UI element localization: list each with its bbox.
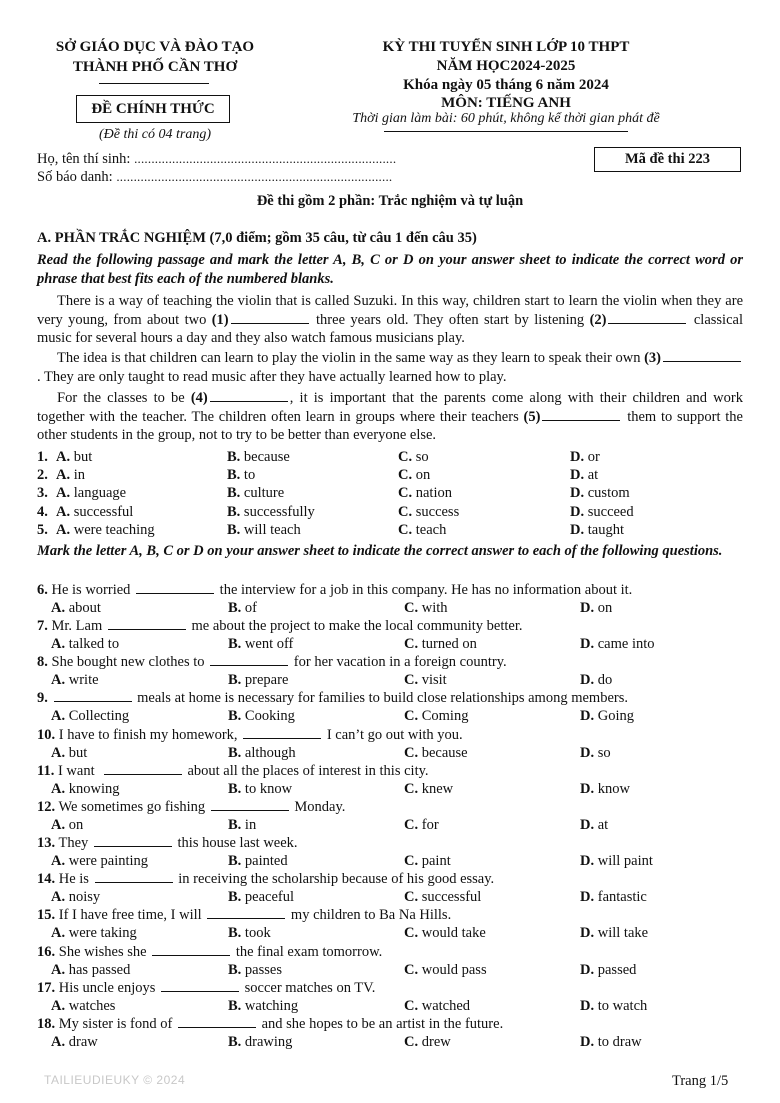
header-right-rule: [384, 131, 628, 132]
question-stem: 10. I have to finish my homework, I can’t go out with you.: [37, 726, 463, 743]
question-option-c[interactable]: C. with: [404, 600, 448, 616]
question-option-d[interactable]: D. fantastic: [580, 889, 647, 906]
answer-option-c[interactable]: C. teach: [398, 521, 447, 538]
city-name: THÀNH PHỐ CẦN THƠ: [72, 59, 238, 75]
candidate-id-field[interactable]: ................................................................................: [116, 169, 393, 184]
answer-row: [37, 503, 743, 521]
question-option-d[interactable]: D. passed: [580, 961, 637, 978]
question-number: 14.: [37, 871, 56, 888]
passage-paragraph-2: The idea is that children can learn to play the violin in the same way as they learn to speak their own (3). They are only taught to read music after they have actually learned how to play.: [37, 349, 743, 386]
question-option-a[interactable]: A. noisy: [51, 889, 101, 906]
question-option-a[interactable]: A. but: [51, 744, 88, 761]
question-option-d[interactable]: D. will paint: [580, 853, 653, 870]
answer-option-d[interactable]: D. at: [570, 467, 599, 484]
question-blank: [152, 944, 230, 956]
school-year: NĂM HỌC2024-2025: [436, 58, 576, 74]
candidate-id-label: Số báo danh:: [37, 169, 117, 185]
department-name: SỞ GIÁO DỤC VÀ ĐÀO TẠO: [55, 39, 255, 55]
question-blank: [243, 727, 321, 739]
question-option-a[interactable]: A. talked to: [51, 636, 120, 653]
exam-title: KỲ THI TUYỂN SINH LỚP 10 THPT: [382, 39, 630, 55]
question-number: 18.: [37, 1015, 56, 1032]
question-option-a[interactable]: A. Collecting: [51, 708, 130, 725]
question-option-d[interactable]: D. to watch: [580, 997, 648, 1014]
question-option-d[interactable]: D. know: [580, 780, 630, 797]
blank-2: [608, 312, 686, 324]
answer-option-c[interactable]: C. nation: [398, 485, 452, 502]
blank-5: [542, 409, 620, 421]
question-number: 8.: [37, 654, 48, 671]
question-option-d[interactable]: D. to draw: [580, 1033, 642, 1050]
answer-option-a[interactable]: A. successful: [56, 503, 134, 520]
question-option-c[interactable]: C. because: [404, 744, 468, 761]
header-left-rule: [99, 83, 209, 84]
question-stem: 9. meals at home is necessary for families to build close relationships among members.: [37, 690, 628, 707]
question-blank: [136, 582, 214, 594]
answer-row-number: 1.: [37, 449, 48, 465]
question-option-b[interactable]: B. in: [228, 816, 257, 833]
passage-paragraph-3: For the classes to be (4) , it is important that the parents come along with their children and work together with the teacher. The children often learn in groups where their teachers (5) them to support the other students in the group, not to try to be better than everyone else.: [37, 390, 743, 443]
question-option-c[interactable]: C. for: [404, 816, 439, 833]
question-stem: 6. He is worried the interview for a job in this company. He has no information about it.: [37, 582, 633, 598]
answer-option-a[interactable]: A. language: [56, 485, 127, 502]
answer-option-b[interactable]: B. will teach: [227, 521, 301, 538]
answer-row: [37, 521, 743, 539]
question-option-b[interactable]: B. painted: [228, 853, 288, 870]
question-option-d[interactable]: D. Going: [580, 708, 634, 725]
question-blank: [161, 980, 239, 992]
answer-row-number: 3.: [37, 485, 48, 502]
question-option-c[interactable]: C. knew: [404, 780, 454, 797]
page-number: Trang 1/5: [672, 1073, 729, 1089]
question-option-b[interactable]: B. to know: [228, 780, 293, 797]
answer-option-c[interactable]: C. on: [398, 467, 431, 484]
blank-4: [210, 390, 288, 402]
question-option-d[interactable]: D. at: [580, 816, 609, 833]
question-blank: [108, 618, 186, 630]
question-option-c[interactable]: C. successful: [404, 889, 482, 906]
blank-number-5: (5): [523, 408, 541, 425]
answer-option-a[interactable]: A. in: [56, 467, 86, 484]
question-stem: 16. She wishes she the final exam tomorrow.: [37, 943, 383, 960]
question-option-b[interactable]: B. prepare: [228, 672, 289, 689]
blank-number-3: (3): [644, 350, 661, 366]
candidate-name-line: [37, 150, 396, 168]
question-stem: 15. If I have free time, I will my children to Ba Na Hills.: [37, 907, 452, 924]
answer-option-d[interactable]: D. custom: [570, 485, 630, 502]
question-option-a[interactable]: A. on: [51, 816, 84, 833]
pages-note: (Đề thi có 04 trang): [99, 127, 211, 142]
question-stem: 14. He is in receiving the scholarship because of his good essay.: [37, 871, 495, 888]
time-note: Thời gian làm bài: 60 phút, không kể thời gian phát đề: [352, 111, 660, 126]
answer-row: [37, 466, 743, 484]
question-blank: [104, 763, 182, 775]
answer-option-b[interactable]: B. because: [227, 449, 290, 465]
blank-1: [231, 312, 309, 324]
answer-option-d[interactable]: D. taught: [570, 521, 624, 538]
question-number: 11.: [37, 762, 55, 779]
question-number: 15.: [37, 907, 56, 924]
structure-note: Đề thi gồm 2 phần: Trắc nghiệm và tự luận: [256, 193, 524, 209]
question-blank: [95, 871, 173, 883]
question-blank: [94, 835, 172, 847]
question-number: 17.: [37, 979, 56, 996]
question-option-c[interactable]: C. visit: [404, 672, 447, 689]
section-a-title: A. PHẦN TRẮC NGHIỆM (7,0 điểm; gồm 35 câu, từ câu 1 đến câu 35): [37, 230, 477, 246]
question-stem: 17. His uncle enjoys soccer matches on TV.: [37, 979, 376, 996]
passage-paragraph-1: There is a way of teaching the violin that is called Suzuki. In this way, children start to learn the violin when they are very young, from about two (1) three years old. They often start by listening (2) classical music for several hours a day and they also watch famous musicians play.: [37, 293, 743, 346]
question-option-a[interactable]: A. draw: [51, 1033, 98, 1050]
question-option-b[interactable]: B. drawing: [228, 1033, 293, 1050]
passage-instruction: Read the following passage and mark the letter A, B, C or D on your answer sheet to indicate the correct word or phrase that best fits each of the numbered blanks.: [37, 252, 743, 287]
question-number: 13.: [37, 835, 56, 852]
question-option-d[interactable]: D. so: [580, 744, 611, 761]
question-option-c[interactable]: C. watched: [404, 997, 471, 1014]
question-stem: 11. I want about all the places of interest in this city.: [37, 762, 429, 779]
candidate-name-label: Họ, tên thí sinh:: [37, 151, 135, 167]
question-option-a[interactable]: A. were painting: [51, 853, 149, 870]
blank-number-2: (2): [589, 311, 607, 328]
question-option-c[interactable]: C. would pass: [404, 961, 487, 978]
question-blank: [54, 690, 132, 702]
answer-option-d[interactable]: D. succeed: [570, 503, 634, 520]
question-option-a[interactable]: A. write: [51, 672, 99, 689]
question-option-b[interactable]: B. took: [228, 925, 271, 942]
question-option-c[interactable]: C. Coming: [404, 708, 469, 725]
question-option-b[interactable]: B. went off: [228, 636, 294, 653]
answer-option-a[interactable]: A. but: [56, 449, 93, 465]
blank-number-1: (1): [211, 311, 229, 328]
question-number: 12.: [37, 798, 56, 815]
question-number: 6.: [37, 582, 48, 598]
question-blank: [211, 799, 289, 811]
question-option-a[interactable]: A. knowing: [51, 780, 120, 797]
answer-row: [37, 448, 743, 466]
question-option-a[interactable]: A. about: [51, 600, 101, 616]
question-number: 10.: [37, 726, 56, 743]
question-option-d[interactable]: D. came into: [580, 636, 655, 653]
exam-date: Khóa ngày 05 tháng 6 năm 2024: [403, 77, 609, 93]
answer-row-number: 5.: [37, 521, 48, 538]
answer-row-number: 2.: [37, 467, 48, 484]
question-option-c[interactable]: C. turned on: [404, 636, 477, 653]
watermark: TAILIEUDIEUKY © 2024: [44, 1073, 186, 1087]
question-option-b[interactable]: B. although: [228, 744, 296, 761]
official-label: ĐỀ CHÍNH THỨC: [91, 101, 215, 117]
question-option-b[interactable]: B. Cooking: [228, 708, 295, 725]
question-blank: [207, 907, 285, 919]
question-blank: [210, 654, 288, 666]
answer-option-a[interactable]: A. were teaching: [56, 521, 155, 538]
question-option-d[interactable]: D. do: [580, 672, 613, 689]
question-option-c[interactable]: C. would take: [404, 925, 486, 942]
question-option-b[interactable]: B. passes: [228, 961, 282, 978]
answer-option-d[interactable]: D. or: [570, 449, 600, 465]
answer-row: [37, 484, 743, 502]
question-option-b[interactable]: B. peaceful: [228, 889, 295, 906]
question-stem: 13. They this house last week.: [37, 835, 298, 852]
question-stem: 12. We sometimes go fishing Monday.: [37, 798, 346, 815]
subject: MÔN: TIẾNG ANH: [441, 95, 571, 111]
question-option-d[interactable]: D. on: [580, 600, 613, 616]
question-option-c[interactable]: C. paint: [404, 853, 451, 870]
question-option-a[interactable]: A. has passed: [51, 961, 131, 978]
exam-code: Mã đề thi 223: [625, 151, 710, 167]
question-option-a[interactable]: A. watches: [51, 997, 116, 1014]
question-option-a[interactable]: A. were taking: [51, 925, 137, 942]
question-stem: 8. She bought new clothes to for her vacation in a foreign country.: [37, 654, 507, 671]
question-stem: 18. My sister is fond of and she hopes to be an artist in the future.: [37, 1015, 504, 1032]
question-number: 9.: [37, 690, 48, 707]
answer-option-b[interactable]: B. culture: [227, 485, 285, 502]
question-option-b[interactable]: B. of: [228, 600, 258, 616]
answer-option-c[interactable]: C. so: [398, 449, 429, 465]
blank-number-4: (4): [190, 390, 208, 406]
answer-option-c[interactable]: C. success: [398, 503, 460, 520]
candidate-id-line: [37, 168, 392, 186]
answer-option-b[interactable]: B. to: [227, 467, 256, 484]
question-stem: 7. Mr. Lam me about the project to make the local community better.: [37, 618, 523, 635]
blank-3: [663, 350, 741, 362]
questions-instruction: Mark the letter A, B, C or D on your answer sheet to indicate the correct answer to each of the following questions.: [37, 543, 723, 559]
answer-option-b[interactable]: B. successfully: [227, 503, 315, 520]
candidate-name-field[interactable]: ............................................................................: [134, 151, 397, 166]
question-option-b[interactable]: B. watching: [228, 997, 299, 1014]
question-option-d[interactable]: D. will take: [580, 925, 649, 942]
question-number: 7.: [37, 618, 48, 635]
answer-row-number: 4.: [37, 503, 48, 520]
question-blank: [178, 1016, 256, 1028]
question-option-c[interactable]: C. drew: [404, 1033, 451, 1050]
question-number: 16.: [37, 943, 56, 960]
